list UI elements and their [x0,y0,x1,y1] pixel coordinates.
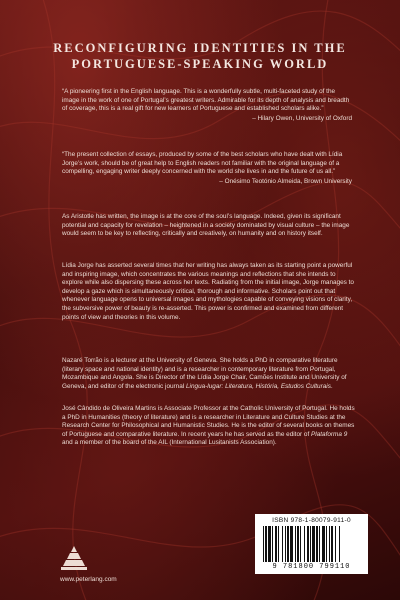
barcode-bar [335,526,336,562]
barcode-bar [282,526,283,562]
barcode-bar [297,526,299,562]
barcode-bar [331,526,333,562]
barcode-bar [329,526,330,562]
barcode-bar [322,526,325,562]
isbn-label: ISBN 978-1-80079-911-0 [272,517,351,524]
barcode-bar [326,526,327,562]
barcode-bar [287,526,289,562]
barcode-bars [263,526,360,562]
description-paragraph: Lídia Jorge has asserted several times that her writing has always taken as its starting point a powerful and inspiring image, which concentrates the various meanings and reflections that she intends to explore while also dispersing these across her texts. Radiating from the initial image, Jorge manages to develop a gaze which is simultaneously critical, thorough and informative. Scholars point out that whenever language opens to universal images and mythologies capable of conveying visions of clarity, the subversive power of beauty is re-asserted. This power is confirmed and examined from different points of view and theories in this volume. [62,262,354,321]
bio-end: and a member of the board of the AIL (International Lusitanists Association). [62,439,277,447]
barcode-bar [290,526,293,562]
barcode-bar [304,526,305,562]
bio-text: Nazaré Torrão is a lecturer at the University of Geneva. She holds a PhD in comparative literature (literary space and national identity) and is a researcher in contemporary literature from Portugal, Mozambique and Angola. She is Director of the Lídia Jorge Chair, Camões Institute and University of Geneva, and editor of the electronic journal [62,357,347,390]
barcode-bar [285,526,286,562]
editor-bio [62,357,358,391]
journal-title: Plataforma 9 [311,430,348,438]
barcode-bar [319,526,320,562]
series-title [0,40,400,72]
publisher-url[interactable]: www.peterlang.com [60,576,117,583]
barcode-bar [275,526,277,562]
barcode-bar [307,526,309,562]
barcode-bar [300,526,301,562]
series-title-line-1: RECONFIGURING IDENTITIES IN THE [53,41,347,55]
barcode-bar [312,526,315,562]
barcode [255,514,368,574]
barcode-bar [265,526,267,562]
editor-bio [62,405,358,448]
barcode-bar [263,526,264,562]
quote-text: “The present collection of essays, produced by some of the best scholars who have dealt with Lídia Jorge’s work, should be of great help to English readers not familiar with the original language of a compelling, engaging writer deeply concerned with the world she lives in and the future of us all.” [62,151,343,176]
barcode-bar [310,526,311,562]
bio-end: . [330,382,333,390]
series-title-line-2: PORTUGUESE-SPEAKING WORLD [71,57,329,71]
quote-attribution: – Onésimo Teotónio Almeida, Brown University [219,177,352,185]
barcode-digits: 9 781800 799110 [272,563,351,571]
barcode-bar [316,526,318,562]
barcode-bar [268,526,271,562]
endorsement-quote [62,88,352,123]
quote-text: “A pioneering first in the English language. This is a wonderfully subtle, multi-faceted study of the image in the work of one of Portugal’s greatest writers. Admirable for its depth of analysis and breadth of coverage, this is a real gift for new learners of Portuguese and established scholars alike.” [62,88,350,113]
barcode-bar [272,526,273,562]
endorsement-quote [62,151,352,186]
barcode-bar [295,526,296,562]
description-paragraph: As Aristotle has written, the image is at the core of the soul’s language. Indeed, given its significant potential and capacity for revelation – heightened in a society dominated by visual culture – the image would seem to be key to reflecting, critically and creatively, on humanity and on history itself. [62,213,350,238]
quote-attribution: – Hilary Owen, University of Oxford [252,114,352,122]
peter-lang-logo-icon [60,545,88,571]
bio-text: José Cândido de Oliveira Martins is Associate Professor at the Catholic University of Portugal. He holds a PhD in Humanities (theory of literature) and is a researcher in Literature and Culture Studies at the Research Center for Philosophical and Humanistic Studies. He is the editor of several books on themes of Portuguese and comparative literature. In recent years he has served as the editor of [62,405,355,438]
barcode-bar [339,526,340,562]
journal-title: Lingua-lugar: Literatura, História, Estudos Culturais [185,382,331,390]
barcode-bar [278,526,279,562]
